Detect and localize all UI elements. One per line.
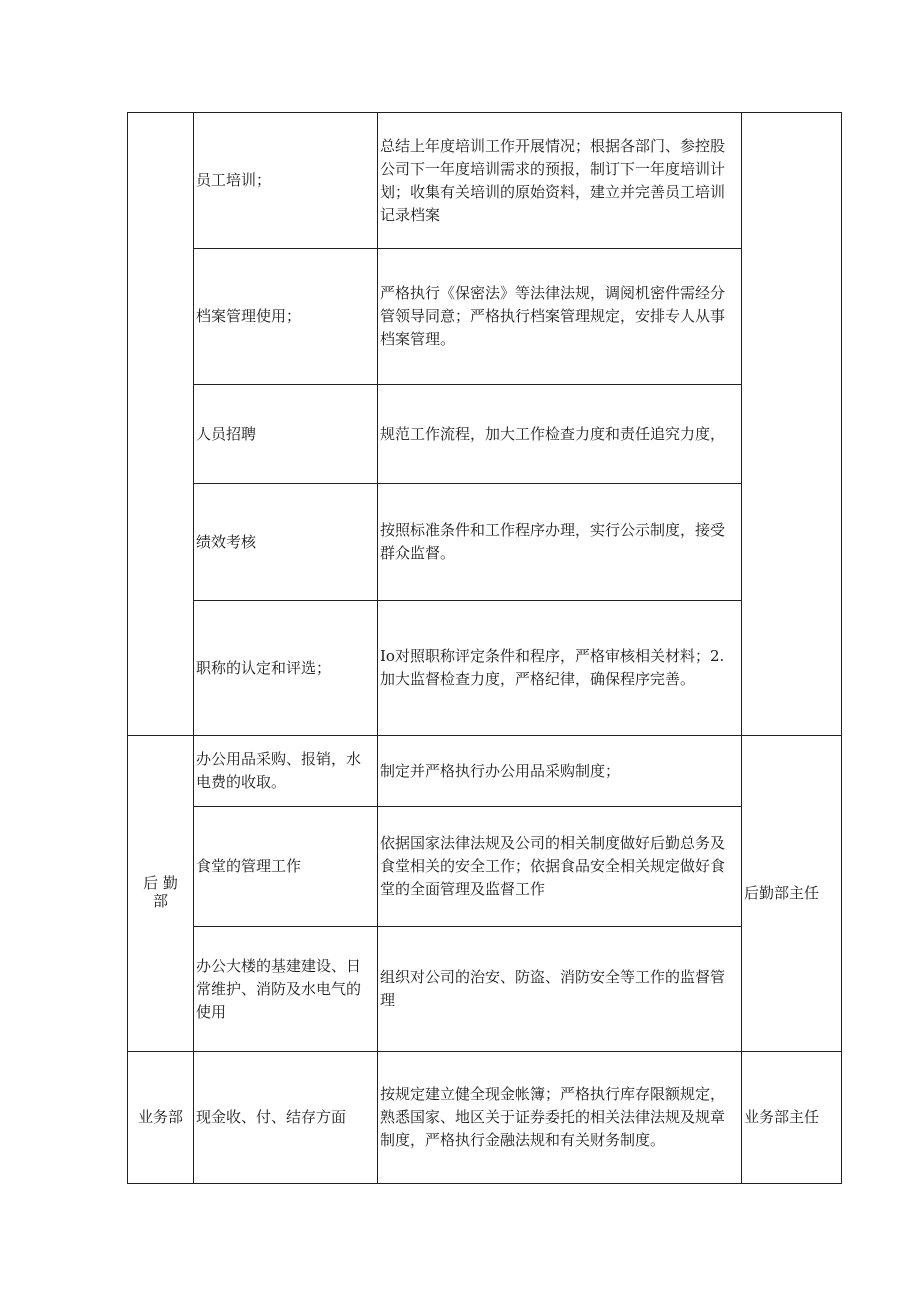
table-row: [128, 249, 842, 385]
requirement-cell: 规范工作流程，加大工作检查力度和责任追究力度，: [378, 385, 742, 484]
duty-table: [127, 112, 842, 1184]
department-cell-logistics: [128, 736, 194, 1052]
table-row: [128, 385, 842, 484]
responsible-cell-blank: [742, 113, 842, 736]
department-cell-blank: [128, 113, 194, 736]
task-cell: 绩效考核: [194, 484, 378, 601]
department-cell-business: 业务部: [128, 1052, 194, 1184]
table-row: [128, 807, 842, 927]
task-cell: 员工培训；: [194, 113, 378, 249]
department-label: 后 勤 部: [143, 874, 178, 910]
requirement-cell: 严格执行《保密法》等法律法规，调阅机密件需经分管领导同意；严格执行档案管理规定，安排专人从事档案管理。: [378, 249, 742, 385]
task-cell: 办公用品采购、报销，水电费的收取。: [194, 736, 378, 807]
requirement-cell: 组织对公司的治安、防盗、消防安全等工作的监督管理: [378, 927, 742, 1052]
task-cell: 办公大楼的基建建设、日常维护、消防及水电气的使用: [194, 927, 378, 1052]
requirement-cell: 制定并严格执行办公用品采购制度；: [378, 736, 742, 807]
requirement-cell: Io对照职称评定条件和程序，严格审核相关材料；2.加大监督检查力度，严格纪律，确保程序完善。: [378, 601, 742, 736]
table-row: [128, 113, 842, 249]
requirement-cell: 依据国家法律法规及公司的相关制度做好后勤总务及食堂相关的安全工作；依据食品安全相关规定做好食堂的全面管理及监督工作: [378, 807, 742, 927]
table-row: [128, 601, 842, 736]
task-cell: 人员招聘: [194, 385, 378, 484]
requirement-cell: 按照标准条件和工作程序办理，实行公示制度，接受群众监督。: [378, 484, 742, 601]
responsible-cell: 业务部主任: [742, 1052, 842, 1184]
task-cell: 现金收、付、结存方面: [194, 1052, 378, 1184]
requirement-cell: 按规定建立健全现金帐簿；严格执行库存限额规定，熟悉国家、地区关于证券委托的相关法律法规及规章制度，严格执行金融法规和有关财务制度。: [378, 1052, 742, 1184]
table-row: [128, 736, 842, 807]
task-cell: 职称的认定和评选；: [194, 601, 378, 736]
task-cell: 档案管理使用；: [194, 249, 378, 385]
responsible-cell: 后勤部主任: [742, 736, 842, 1052]
table-row: [128, 1052, 842, 1184]
table-row: [128, 927, 842, 1052]
table-row: [128, 484, 842, 601]
task-cell: 食堂的管理工作: [194, 807, 378, 927]
requirement-cell: 总结上年度培训工作开展情况；根据各部门、参控股公司下一年度培训需求的预报，制订下一年度培训计划；收集有关培训的原始资料，建立并完善员工培训记录档案: [378, 113, 742, 249]
